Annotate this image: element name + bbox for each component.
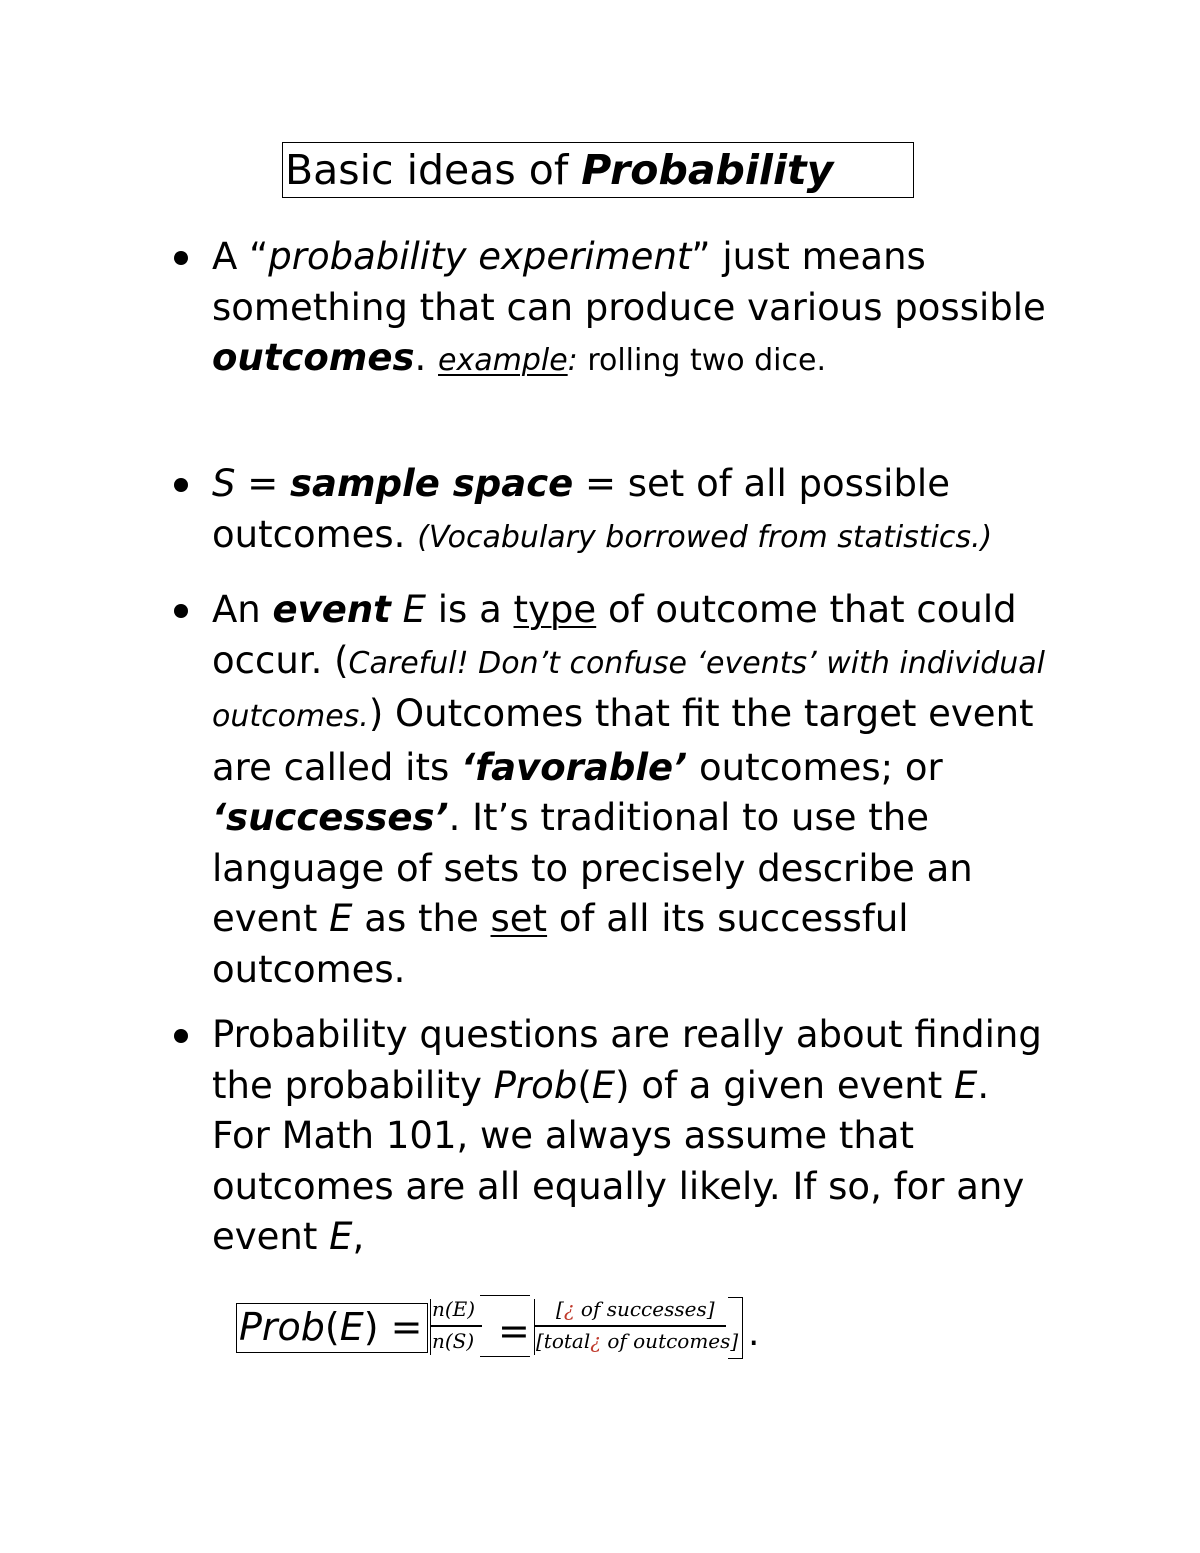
- symbol-E: E: [591, 1063, 616, 1107]
- careful-note: Careful! Don’t confuse ‘events’ with individual outcomes.: [212, 645, 1045, 734]
- symbol-E: E: [329, 897, 353, 940]
- numerator-nE: n(E): [432, 1297, 476, 1321]
- term-sample-space: sample space: [290, 462, 574, 505]
- bullet-icon: [174, 1029, 188, 1043]
- example-text: rolling two dice.: [577, 343, 826, 378]
- text: ,: [352, 1215, 365, 1258]
- term-event: event: [272, 588, 391, 631]
- bullet-icon: [174, 251, 188, 265]
- bullet-icon: [174, 478, 188, 492]
- text: Probability questions are really about finding the probability: [212, 1013, 1042, 1107]
- example-label: example: [438, 343, 568, 378]
- denominator-outcomes: [536, 1329, 738, 1353]
- equals-sign: =: [498, 1309, 530, 1353]
- text: .: [414, 336, 439, 379]
- frac-left-rule: [534, 1299, 535, 1355]
- text: =: [235, 462, 291, 505]
- text: (: [577, 1063, 592, 1107]
- symbol-E: E: [339, 1305, 364, 1349]
- underlined-set: set: [490, 897, 548, 940]
- vocabulary-note: (Vocabulary borrowed from statistics.): [417, 519, 993, 555]
- text: :: [567, 343, 578, 378]
- text: as the: [352, 897, 491, 940]
- underlined-type: type: [513, 588, 597, 631]
- list-item: [212, 232, 1052, 387]
- fraction-counts: [430, 1295, 484, 1357]
- glyph: ¿: [590, 1329, 601, 1353]
- text: ) Outcomes that fit the target event are called its: [212, 692, 1034, 789]
- fraction-bar: [430, 1325, 482, 1327]
- probability-formula: [236, 1295, 796, 1365]
- term-successes: ‘successes’: [212, 796, 449, 839]
- fraction-words: [534, 1295, 739, 1357]
- text: ): [615, 1063, 630, 1107]
- symbol-E: E: [329, 1215, 353, 1258]
- symbol-prob: Prob: [493, 1063, 578, 1107]
- title-emphasis: Probability: [581, 146, 834, 194]
- term-favorable: ‘favorable’: [461, 745, 688, 789]
- text: [: [556, 1297, 564, 1321]
- list-item: [212, 1010, 1052, 1263]
- equals-sign: =: [378, 1305, 423, 1349]
- text: . It’s traditional to use the language of sets to precisely describe an event: [212, 796, 973, 940]
- closing-bracket: [728, 1297, 743, 1359]
- text: ” just means something that can produce various possible: [212, 235, 1046, 329]
- list-item: [212, 585, 1052, 995]
- term-outcomes: outcomes: [212, 336, 415, 379]
- text: of outcome that could occur. (: [212, 588, 1017, 682]
- text: of outcomes]: [600, 1329, 739, 1353]
- text: = set of all possible outcomes.: [212, 462, 950, 556]
- frac-top-rule: [480, 1295, 530, 1296]
- symbol-prob: Prob: [239, 1305, 325, 1349]
- symbol-E: E: [390, 588, 427, 631]
- text: outcomes; or: [687, 745, 943, 789]
- text: . For Math 101, we always assume that outcomes are all equally likely. If so, for any event: [212, 1063, 1025, 1258]
- symbol-S: S: [212, 462, 236, 505]
- numerator-successes: [556, 1297, 715, 1321]
- list-item: [212, 459, 1052, 563]
- formula-period: .: [748, 1313, 760, 1354]
- title-plain: Basic ideas of: [285, 146, 582, 194]
- text: is a: [426, 588, 514, 631]
- symbol-E: E: [953, 1063, 978, 1107]
- term-probability-experiment: probability experiment: [268, 235, 692, 278]
- formula-lhs: [236, 1303, 428, 1353]
- page-title: [282, 142, 914, 198]
- text: [total: [536, 1329, 591, 1353]
- glyph: ¿: [563, 1297, 575, 1321]
- denominator-nS: n(S): [432, 1329, 475, 1353]
- text: of a given event: [629, 1063, 954, 1107]
- text: An: [212, 588, 273, 631]
- text: A “: [212, 235, 269, 278]
- text: ): [363, 1305, 379, 1349]
- text: (: [324, 1305, 340, 1349]
- fraction-bar: [534, 1325, 726, 1327]
- frac-left-rule: [430, 1299, 431, 1355]
- frac-bottom-rule: [480, 1356, 530, 1357]
- text: of successes]: [574, 1297, 715, 1321]
- text: of all its successful outcomes.: [212, 897, 909, 991]
- bullet-icon: [174, 604, 188, 618]
